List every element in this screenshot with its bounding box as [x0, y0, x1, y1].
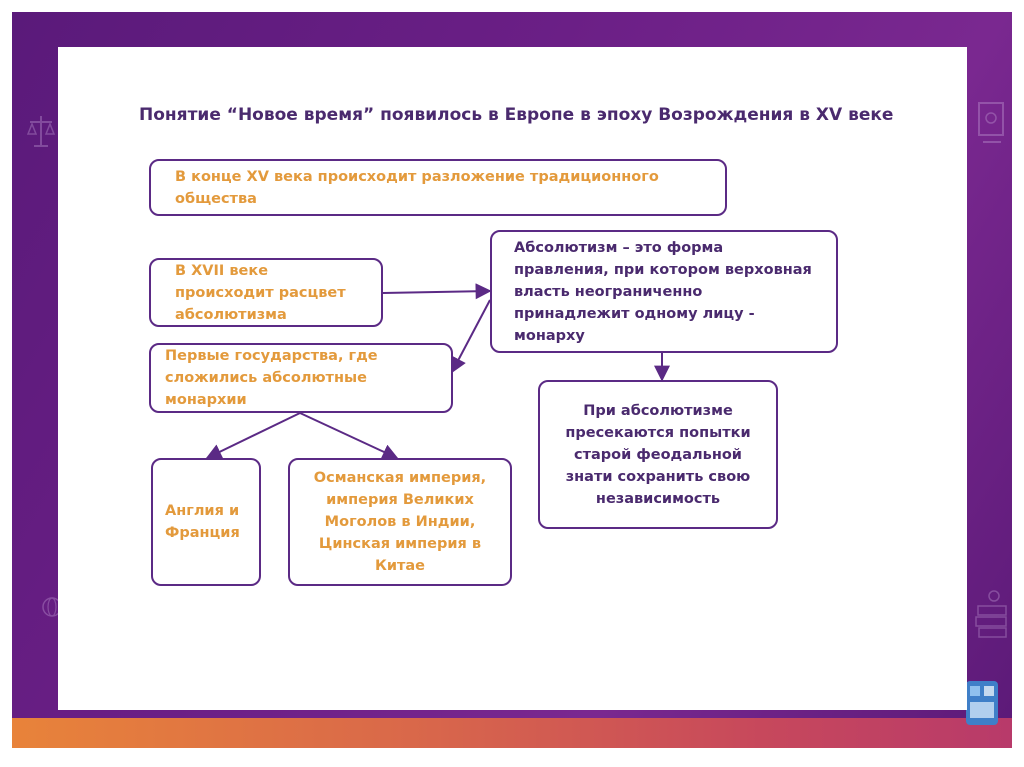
box-england-france-text: Англия и Франция [165, 503, 240, 541]
box-first-states [149, 343, 453, 413]
arrow-flourishing-to-definition [383, 291, 490, 293]
box-absolutism-definition [490, 230, 838, 353]
arrow-first-states-to-empires [300, 413, 397, 458]
box-england-france [151, 458, 261, 586]
box-absolutism-definition-text: Абсолютизм – это форма правления, при котором верховная власть неограниченно принадлежит одному лицу - монарху [514, 239, 812, 344]
box-flourishing-text: В XVII веке происходит расцвет абсолютизма [175, 262, 346, 323]
arrow-definition-to-first-states [452, 300, 490, 372]
box-decline-text: В конце XV века происходит разложение традиционного общества [175, 168, 659, 207]
arrow-first-states-to-england [207, 413, 300, 458]
box-nobility [538, 380, 778, 529]
box-eastern-empires [288, 458, 512, 586]
box-flourishing [149, 258, 383, 327]
box-nobility-text: При абсолютизме пресекаются попытки старой феодальной знати сохранить свою независимость [565, 402, 751, 507]
slide-title: Понятие “Новое время” появилось в Европе в эпоху Возрождения в XV веке [139, 105, 894, 125]
box-first-states-text: Первые государства, где сложились абсолютные монархии [165, 348, 378, 408]
box-eastern-empires-text: Османская империя, империя Великих Моголов в Индии, Цинская империя в Китае [313, 470, 487, 574]
box-decline [149, 159, 727, 216]
